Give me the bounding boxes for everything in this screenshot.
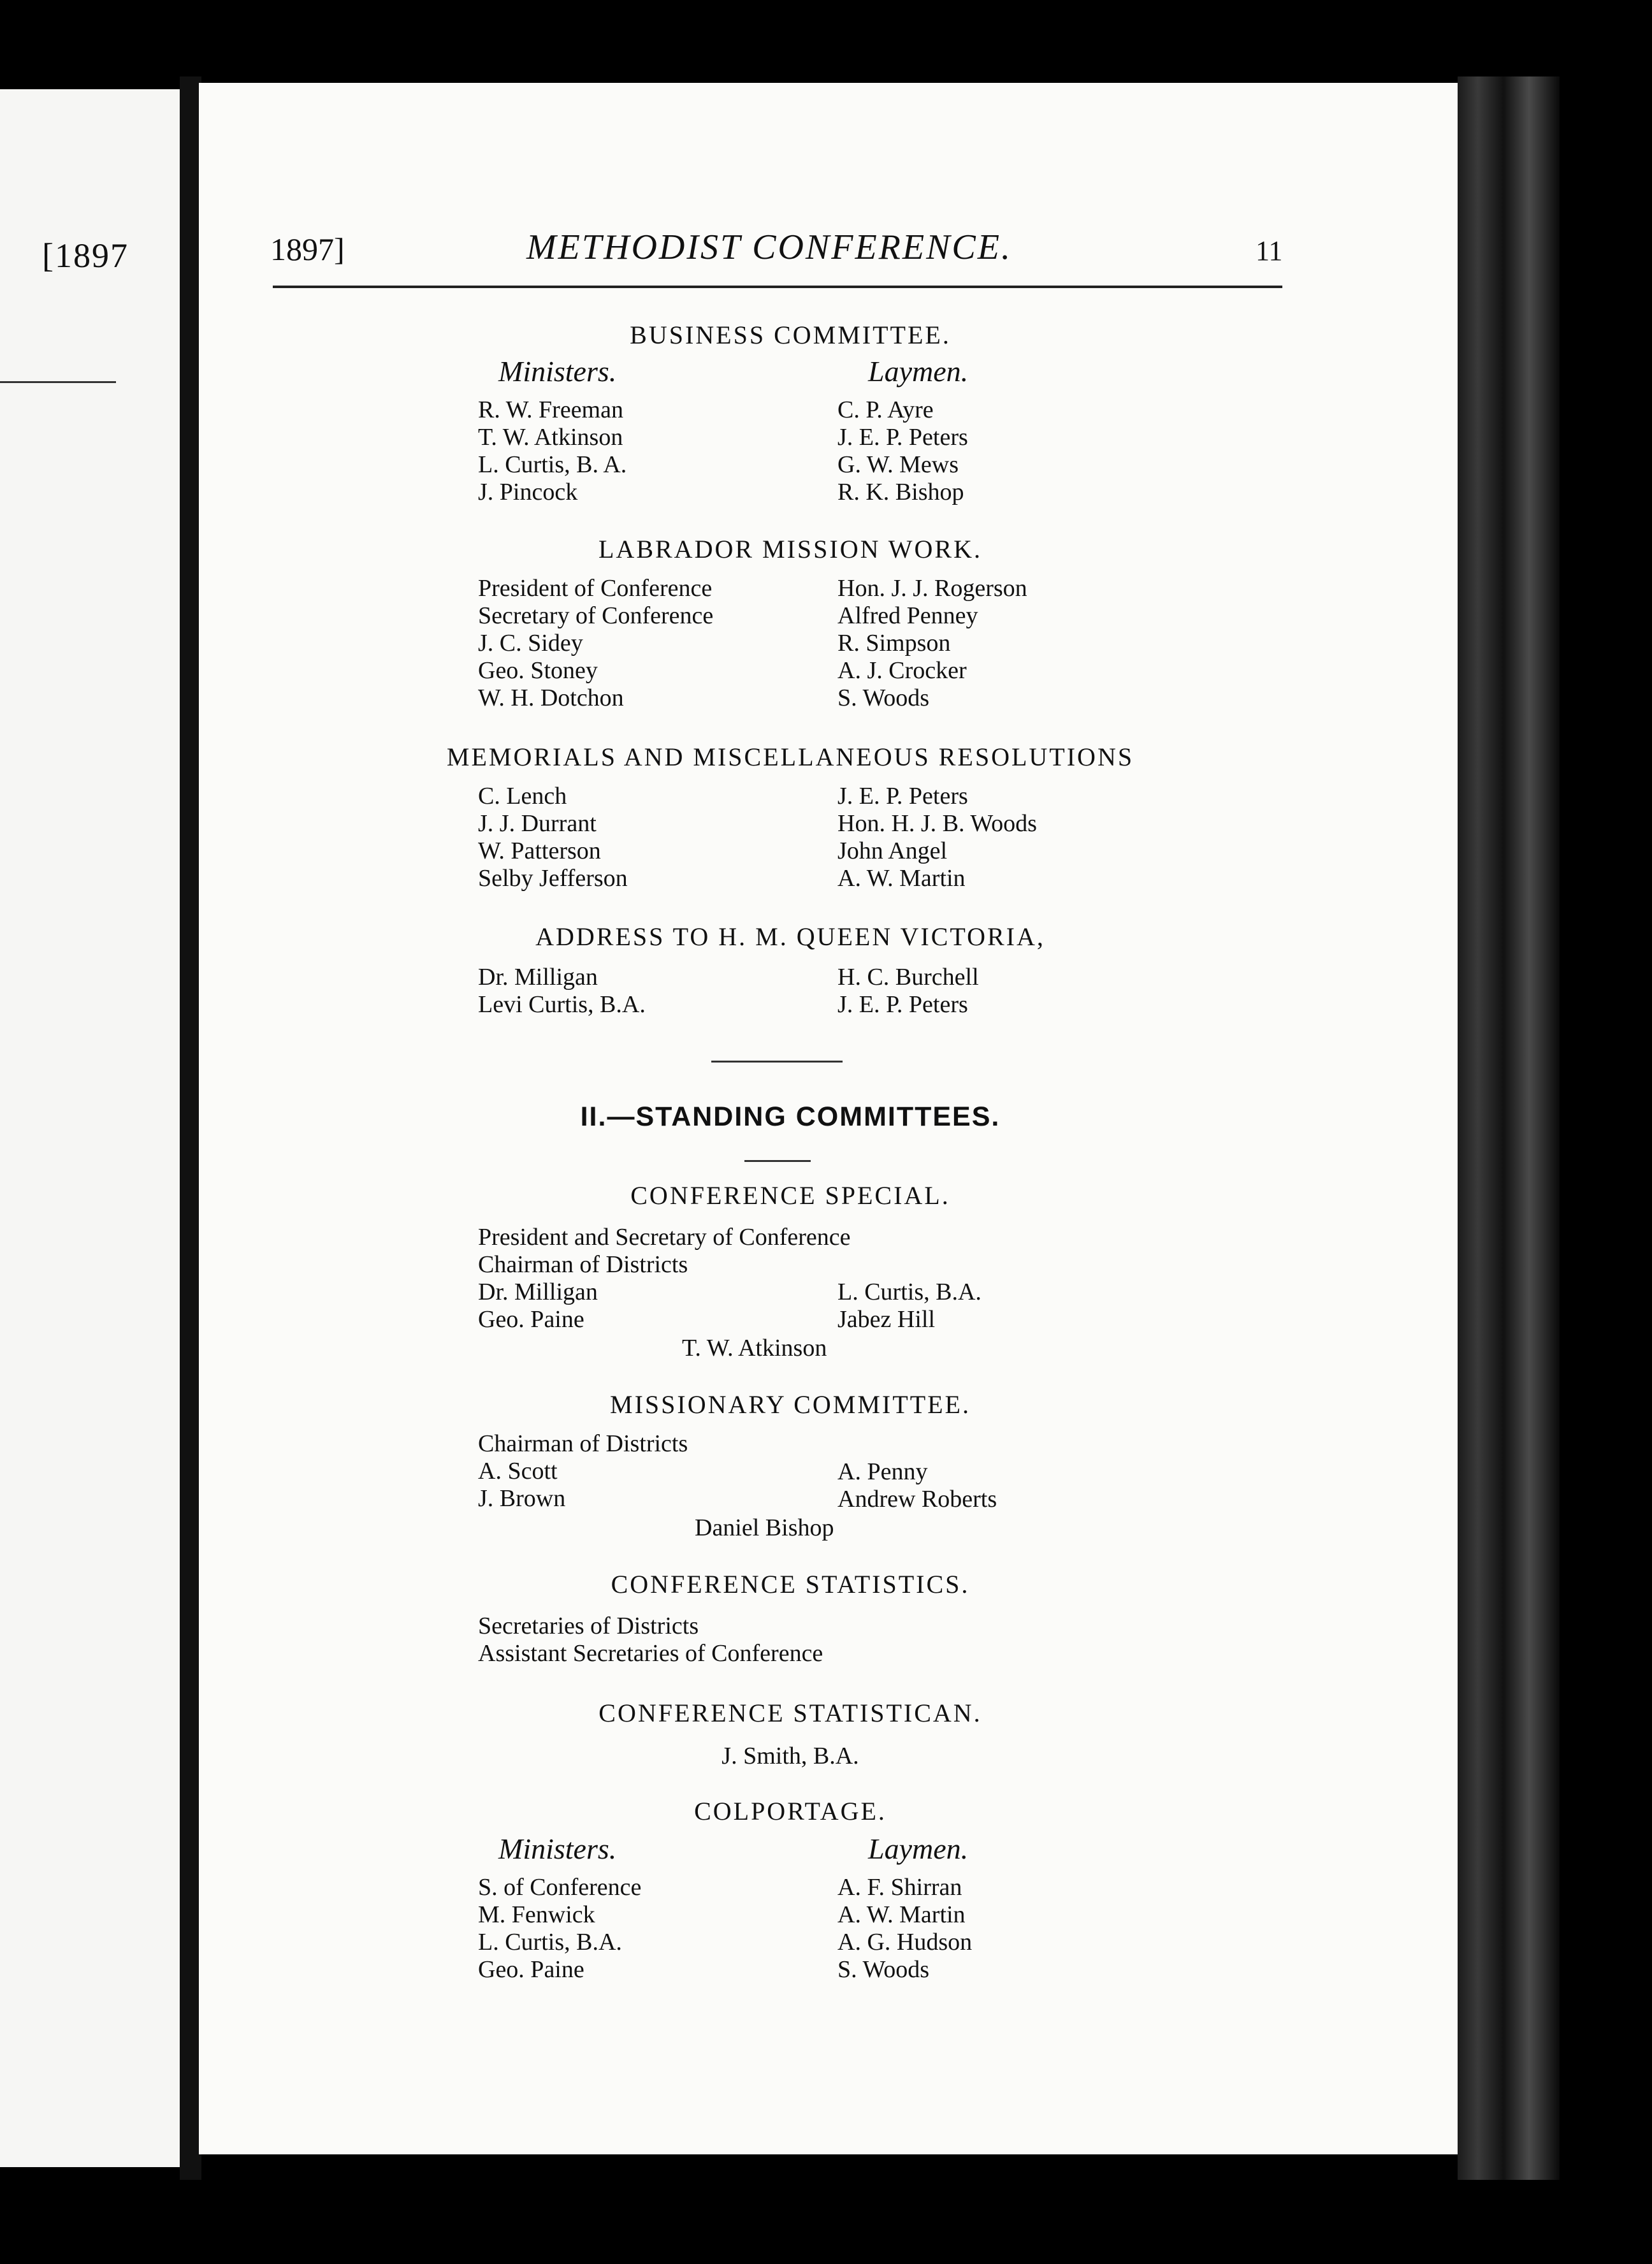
colportage-heading: COLPORTAGE. [694,1797,887,1825]
list-item: Secretaries of Districts [478,1613,699,1639]
conference-special-center: T. W. Atkinson [682,1335,827,1361]
list-item: R. Simpson [837,630,951,657]
header-year: 1897] [270,231,345,267]
list-item: W. Patterson [478,838,601,864]
book-spine [180,76,201,2180]
list-item: Selby Jefferson [478,865,628,892]
standing-committees-heading: II.—STANDING COMMITTEES. [580,1101,1001,1132]
list-item: Assistant Secretaries of Conference [478,1640,823,1667]
memorials-left-list [478,783,628,892]
list-item: J. E. P. Peters [837,783,968,809]
list-item: M. Fenwick [478,1901,595,1928]
address-heading: ADDRESS TO H. M. QUEEN VICTORIA, [535,922,1045,951]
address-left-list [478,964,646,1019]
business-committee-heading: BUSINESS COMMITTEE. [630,321,951,349]
list-item: Jabez Hill [837,1306,936,1333]
page-edges [1458,76,1560,2180]
list-item: H. C. Burchell [837,964,979,991]
conference-special-heading: CONFERENCE SPECIAL. [630,1181,950,1210]
page-title: METHODIST CONFERENCE. [526,228,1012,267]
list-item: Dr. Milligan [478,964,598,991]
list-item: Geo. Paine [478,1306,584,1333]
list-item: A. G. Hudson [837,1929,973,1956]
list-item: J. E. P. Peters [837,424,968,451]
list-item: Geo. Paine [478,1956,584,1983]
list-item: J. Brown [478,1485,566,1512]
list-item: T. W. Atkinson [478,424,623,451]
list-item: C. P. Ayre [837,396,934,423]
statistics-heading: CONFERENCE STATISTICS. [611,1570,970,1599]
list-item: J. J. Durrant [478,810,597,837]
list-item: Geo. Stoney [478,657,598,684]
list-item: Dr. Milligan [478,1279,598,1305]
statistics-list [478,1613,823,1667]
section-divider [711,1061,843,1063]
list-item: L. Curtis, B. A. [478,451,627,478]
statistician-name: J. Smith, B.A. [721,1743,859,1769]
list-item: Levi Curtis, B.A. [478,991,646,1018]
list-item: Hon. H. J. B. Woods [837,810,1037,837]
missionary-heading: MISSIONARY COMMITTEE. [610,1390,971,1419]
missionary-left-list [478,1430,688,1513]
list-item: W. H. Dotchon [478,685,624,711]
ministers-label: Ministers. [498,355,617,388]
list-item: G. W. Mews [837,451,959,478]
missionary-center: Daniel Bishop [695,1514,834,1541]
list-item: A. W. Martin [837,1901,966,1928]
list-item: Chairman of Districts [478,1251,688,1278]
list-item: Hon. J. J. Rogerson [837,575,1027,602]
list-item: A. J. Crocker [837,657,967,684]
list-item: John Angel [837,838,948,864]
list-item: L. Curtis, B.A. [478,1929,622,1956]
labrador-heading: LABRADOR MISSION WORK. [598,535,982,563]
colportage-laymen-label: Laymen. [868,1832,969,1865]
list-item: A. F. Shirran [837,1874,962,1901]
list-item: S. Woods [837,685,930,711]
labrador-right-list [837,575,1027,712]
list-item: S. Woods [837,1956,930,1983]
list-item: A. Scott [478,1458,558,1484]
list-item: Secretary of Conference [478,602,714,629]
left-page-header: [1897 [42,236,129,275]
left-page [0,89,184,2167]
memorials-right-list [837,783,1037,892]
business-laymen-list [837,396,968,506]
list-item: A. Penny [837,1458,928,1485]
conference-special-lines [478,1224,851,1333]
colportage-ministers-list [478,1874,641,1984]
list-item: President of Conference [478,575,713,602]
conference-special-right-list [837,1279,982,1333]
list-item: S. of Conference [478,1874,642,1901]
list-item: A. W. Martin [837,865,966,892]
list-item: L. Curtis, B.A. [837,1279,982,1305]
list-item: President and Secretary of Conference [478,1224,851,1251]
list-item: J. E. P. Peters [837,991,968,1018]
missionary-right-list [837,1458,997,1513]
list-item: Andrew Roberts [837,1486,997,1513]
list-item: R. K. Bishop [837,479,964,505]
memorials-heading: MEMORIALS AND MISCELLANEOUS RESOLUTIONS [446,743,1134,771]
list-item: Chairman of Districts [478,1430,688,1457]
statistician-heading: CONFERENCE STATISTICAN. [598,1699,982,1727]
labrador-left-list [478,575,713,712]
list-item: R. W. Freeman [478,396,623,423]
left-page-rule [0,381,116,383]
page-number: 11 [1256,235,1283,266]
list-item: Alfred Penney [837,602,978,629]
business-ministers-list [478,396,627,506]
colportage-laymen-list [837,1874,972,1984]
heading-divider [744,1160,811,1162]
header-rule [273,286,1282,288]
list-item: J. C. Sidey [478,630,583,657]
laymen-label: Laymen. [868,355,969,388]
list-item: J. Pincock [478,479,578,505]
colportage-ministers-label: Ministers. [498,1832,617,1865]
address-right-list [837,964,979,1019]
list-item: C. Lench [478,783,567,809]
